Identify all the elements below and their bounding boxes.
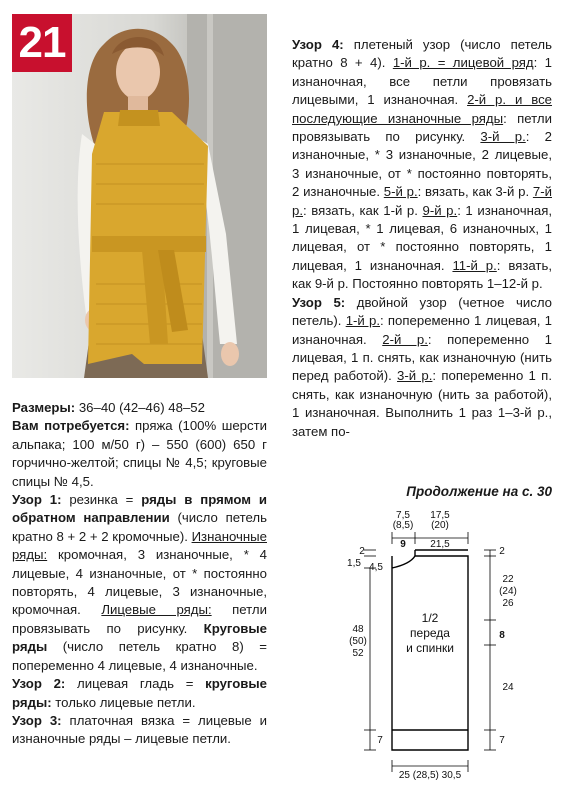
schema-right-side-2: (24) <box>499 586 517 597</box>
text: кромочная, 3 изнаночные, * 4 лицевые, 4 изнаночные, от * постоянно повторять, 4 лицевые, 3 изнаночные, кромочная. <box>12 547 267 618</box>
pattern-2-heading: Узор 2: <box>12 676 66 692</box>
pattern-2-paragraph <box>12 675 267 712</box>
pattern-number-badge: 21 <box>12 14 72 72</box>
schema-label-2: переда <box>410 626 450 640</box>
right-column <box>292 36 552 441</box>
pattern-3-heading: Узор 3: <box>12 712 62 728</box>
schema-top-right-3: 21,5 <box>430 539 450 550</box>
row-label: 1-й р. = лицевой ряд <box>392 55 534 71</box>
text: плетеный узор (число петель кратно 8 + 4). <box>292 37 552 71</box>
text: : 2 изнаночные, * 3 изнаночные, 2 лицевые, 3 изнаночные, от * постоянно повторять, 2 изнаночные. <box>292 129 552 200</box>
schema-left-bottom: 7 <box>377 735 383 746</box>
schema-left-height-3: 52 <box>352 648 364 659</box>
row-label: 1-й р. <box>345 313 381 329</box>
schema-bottom-width: 25 (28,5) 30,5 <box>398 770 462 780</box>
schema-left-height-1: 48 <box>352 624 364 635</box>
text: : вязать, как 1-й р. <box>303 202 423 218</box>
text: двойной узор (четное число петель). <box>292 294 552 329</box>
pattern-1-paragraph <box>12 491 267 675</box>
schema-right-8: 8 <box>499 630 505 641</box>
text: : попеременно 1 п. снять, как изнаночную (нить за работой), 1 изнаночная. Выполнить 1 раз 1–3-й р., затем по- <box>292 368 552 439</box>
text: (число петель кратно 8 + 2 + 2 кромочные). <box>12 510 267 544</box>
text: : вязать, как 3-й р. <box>417 184 533 200</box>
text: круговые ряды: <box>12 676 268 710</box>
text: : 1 изнаночная, 1 лицевая, * 1 лицевая, 6 изнаночных, 1 лицевая, от * постоянно повторять, 1 лицевая, 1 изнаночная. <box>292 202 552 273</box>
text: : попеременно 1 лицевая, 1 п. снять, как изнаночную (нить перед работой). <box>292 331 552 384</box>
schema-top-right-1: 17,5 <box>430 510 450 521</box>
text: (число петель кратно 8) = попеременно 4 лицевые, 4 изнаночные. <box>12 639 267 673</box>
pattern-5-heading: Узор 5: <box>292 294 346 310</box>
text: резинка = <box>61 492 142 508</box>
schema-label-3: и спинки <box>406 641 454 655</box>
materials-label: Вам потребуется: <box>12 418 130 434</box>
materials-value: пряжа (100% шерсти альпака; 100 м/50 г) – 550 (600) 650 г горчично-желтой; спицы № 4,5; круговые спицы № 4,5. <box>12 418 267 489</box>
text: : попеременно 1 лицевая, 1 изнаночная. <box>292 313 552 347</box>
pattern-4-heading: Узор 4: <box>292 37 344 52</box>
row-label: 3-й р. <box>480 129 526 145</box>
text: : петли провязывать по рисунку. <box>292 110 552 145</box>
text: : вязать, как 9-й р. Постоянно повторять 1–12-й р. <box>292 257 553 292</box>
text: Круговые ряды <box>12 620 267 655</box>
schema-top-left-3: 9 <box>400 539 406 550</box>
schema-left-side-2: 4,5 <box>369 562 383 573</box>
pattern-5-paragraph <box>292 294 552 441</box>
text: петли провязывать по рисунку. <box>12 602 267 636</box>
text: только лицевые петли. <box>51 694 196 710</box>
text: : 1 изнаночная, все петли провязать лицевыми, 1 изнаночная. <box>292 55 552 108</box>
pattern-1-heading: Узор 1: <box>12 492 62 508</box>
schema-left-top: 2 <box>359 546 365 557</box>
text: лицевая гладь = <box>65 676 206 692</box>
schema-right-bottom: 7 <box>499 735 505 746</box>
schema-left-side-1: 1,5 <box>347 558 361 569</box>
schema-right-top: 2 <box>499 546 505 557</box>
schema-drawing <box>340 510 565 780</box>
pattern-3-paragraph <box>12 712 267 749</box>
sizes-label: Размеры: <box>12 400 76 415</box>
schema-right-24: 24 <box>502 682 514 693</box>
row-label: 7-й р. <box>292 184 552 218</box>
row-label: 2-й р. <box>382 331 428 347</box>
schema-left-height-2: (50) <box>349 636 367 647</box>
schema-right-side-3: 26 <box>502 598 514 609</box>
left-column <box>12 399 267 749</box>
text: платочная вязка = лицевые и изнаночные ряды – лицевые петли. <box>12 712 267 747</box>
materials-paragraph <box>12 417 267 491</box>
sizes-value: 36–40 (42–46) 48–52 <box>75 400 205 415</box>
text: ряды в прямом и обратном направлении <box>12 492 267 526</box>
sizes-paragraph <box>12 399 267 417</box>
row-label: 11-й р. <box>452 257 497 273</box>
row-label: Лицевые ряды: <box>101 602 212 618</box>
schema-right-side-1: 22 <box>502 574 514 585</box>
row-label: 3-й р. <box>397 368 433 384</box>
pattern-4-paragraph <box>292 36 552 294</box>
schema-label-1: 1/2 <box>421 611 439 625</box>
row-label: 2-й р. и все последующие изнаночные ряды <box>292 92 552 126</box>
row-label: 5-й р. <box>383 184 418 200</box>
row-label: 9-й р. <box>422 202 458 218</box>
schema-top-right-2: (20) <box>431 520 449 531</box>
row-label: Изнаночные ряды: <box>12 528 267 563</box>
pattern-schema <box>340 510 565 780</box>
schema-top-left-2: (8,5) <box>392 520 414 531</box>
continued-note: Продолжение на с. 30 <box>406 484 552 499</box>
schema-top-left-1: 7,5 <box>396 510 410 521</box>
